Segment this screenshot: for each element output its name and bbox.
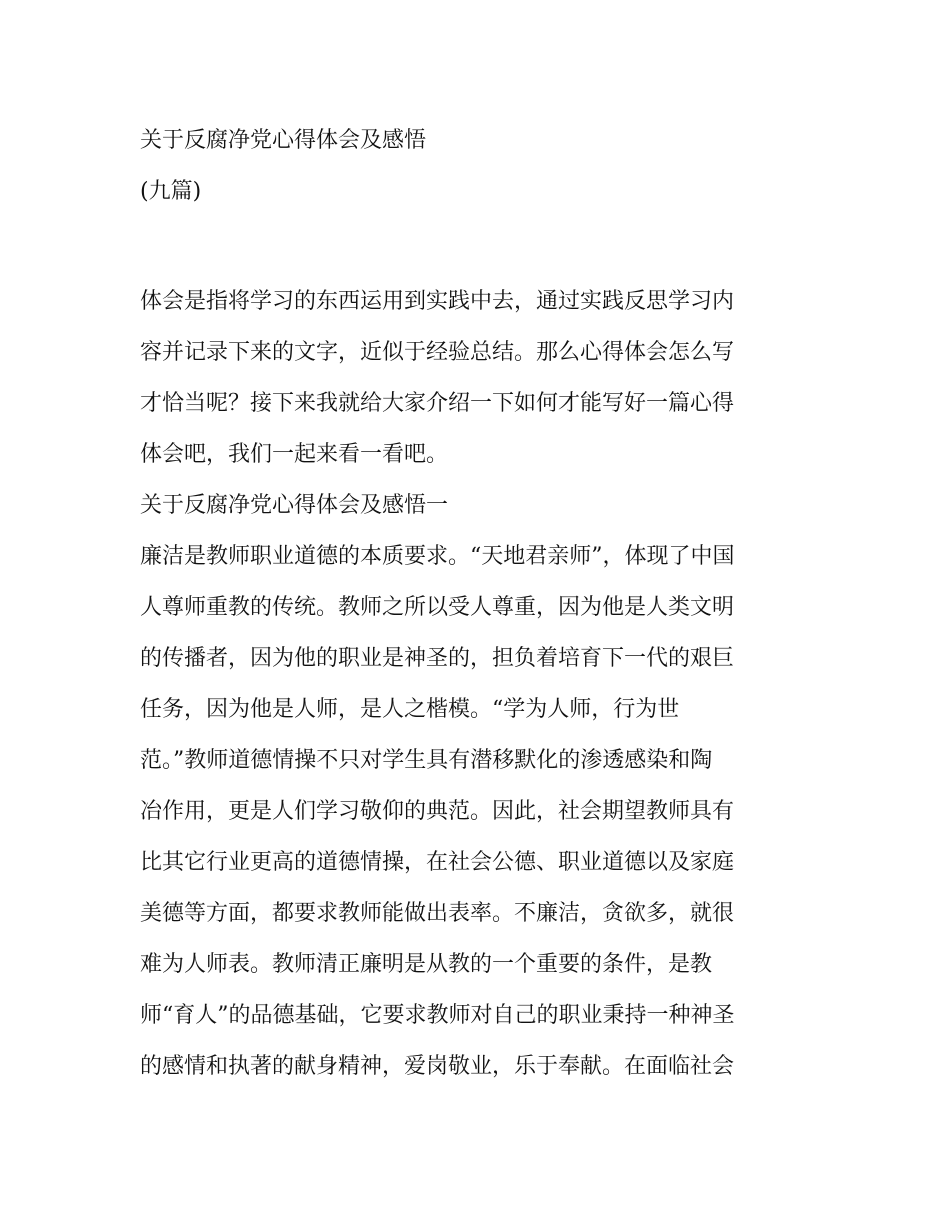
body-line-3: 的传播者，因为他的职业是神圣的，担负着培育下一代的艰巨 <box>140 646 735 671</box>
title-line-1: 关于反腐净党心得体会及感悟 <box>140 128 427 153</box>
body-line-intro-2: 容并记录下来的文字，近似于经验总结。那么心得体会怎么写 <box>140 340 735 365</box>
body-line-2: 人尊师重教的传统。教师之所以受人尊重，因为他是人类文明 <box>140 595 735 620</box>
body-line-9: 难为人师表。教师清正廉明是从教的一个重要的条件，是教 <box>140 952 713 977</box>
body-line-7: 比其它行业更高的道德情操，在社会公德、职业道德以及家庭 <box>140 850 735 875</box>
body-line-1: 廉洁是教师职业道德的本质要求。“天地君亲师”，体现了中国 <box>140 544 735 569</box>
body-line-6: 冶作用，更是人们学习敬仰的典范。因此，社会期望教师具有 <box>140 799 735 824</box>
body-line-intro-1: 体会是指将学习的东西运用到实践中去，通过实践反思学习内 <box>140 289 735 314</box>
body-line-8: 美德等方面，都要求教师能做出表率。不廉洁，贪欲多，就很 <box>140 901 735 926</box>
body-line-4: 任务，因为他是人师，是人之楷模。“学为人师，行为世 <box>140 697 680 722</box>
document-title <box>140 115 830 217</box>
body-line-10: 师“育人”的品德基础，它要求教师对自己的职业秉持一种神圣 <box>140 1003 735 1028</box>
body-line-5: 范。”教师道德情操不只对学生具有潜移默化的渗透感染和陶 <box>140 748 713 773</box>
section-heading: 关于反腐净党心得体会及感悟一 <box>140 493 449 518</box>
body-line-intro-3: 才恰当呢？接下来我就给大家介绍一下如何才能写好一篇心得 <box>140 391 735 416</box>
document-body <box>140 276 830 1092</box>
title-line-2: (九篇) <box>140 179 202 204</box>
body-line-11: 的感情和执著的献身精神，爱岗敬业，乐于奉献。在面临社会 <box>140 1054 735 1079</box>
body-line-intro-4: 体会吧，我们一起来看一看吧。 <box>140 442 449 467</box>
